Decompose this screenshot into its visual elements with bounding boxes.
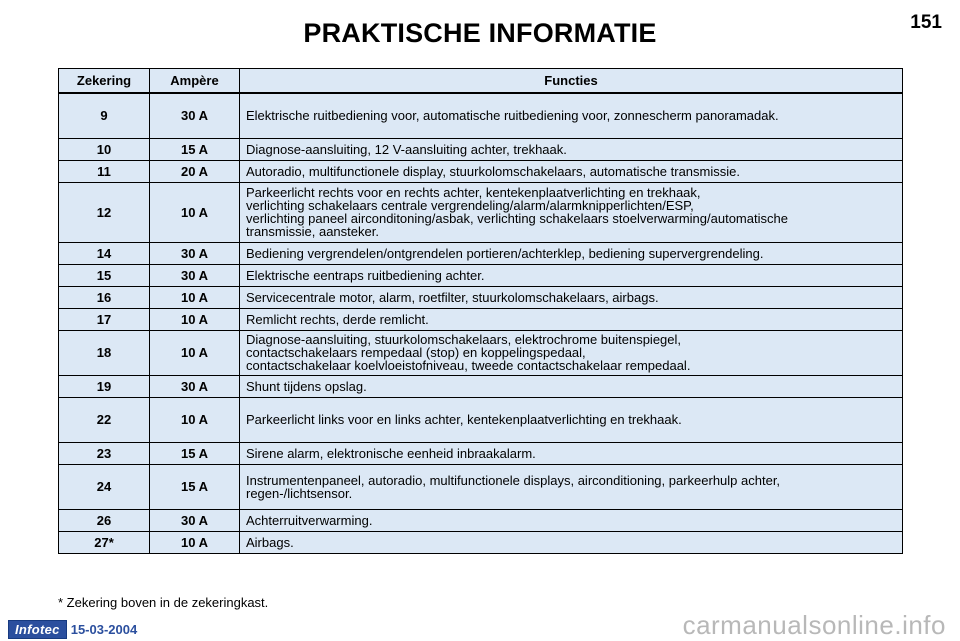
cell-ampere: 10 A — [150, 308, 240, 330]
cell-functies — [240, 397, 903, 442]
cell-ampere: 20 A — [150, 160, 240, 182]
table-row — [59, 93, 903, 138]
table-row — [59, 464, 903, 509]
page-title: PRAKTISCHE INFORMATIE — [303, 18, 657, 48]
cell-functies — [240, 160, 903, 182]
column-header-functies: Functies — [240, 69, 903, 94]
function-line: Sirene alarm, elektronische eenheid inbraakalarm. — [246, 445, 536, 461]
watermark: carmanualsonline.info — [682, 610, 946, 640]
cell-zekering: 23 — [59, 442, 150, 464]
function-line: contactschakelaars rempedaal (stop) en koppelingspedaal, — [246, 345, 586, 360]
cell-functies — [240, 182, 903, 242]
table-row — [59, 242, 903, 264]
cell-zekering: 9 — [59, 93, 150, 138]
cell-ampere: 10 A — [150, 330, 240, 375]
table-row — [59, 375, 903, 397]
cell-functies — [240, 264, 903, 286]
function-line: Remlicht rechts, derde remlicht. — [246, 311, 429, 327]
cell-zekering: 12 — [59, 182, 150, 242]
cell-ampere: 30 A — [150, 93, 240, 138]
function-line: Diagnose-aansluiting, 12 V-aansluiting achter, trekhaak. — [246, 141, 567, 157]
cell-zekering: 24 — [59, 464, 150, 509]
fuse-table-body — [59, 93, 903, 553]
function-line: Elektrische eentraps ruitbediening achter. — [246, 267, 485, 283]
function-line: Autoradio, multifunctionele display, stuurkolomschakelaars, automatische transmissie. — [246, 163, 740, 179]
function-line: verlichting paneel airconditoning/asbak, verlichting schakelaars stoelverwarming/automatische — [246, 211, 788, 226]
cell-zekering: 26 — [59, 509, 150, 531]
cell-zekering: 19 — [59, 375, 150, 397]
cell-zekering: 22 — [59, 397, 150, 442]
function-line: Instrumentenpaneel, autoradio, multifunctionele displays, airconditioning, parkeerhulp achter, — [246, 472, 781, 488]
table-row — [59, 138, 903, 160]
cell-ampere: 10 A — [150, 182, 240, 242]
cell-functies — [240, 138, 903, 160]
function-line: Diagnose-aansluiting, stuurkolomschakelaars, elektrochrome buitenspiegel, — [246, 332, 682, 347]
table-row — [59, 286, 903, 308]
function-line: regen-/lichtsensor. — [246, 485, 353, 501]
cell-ampere: 15 A — [150, 464, 240, 509]
function-line: Elektrische ruitbediening voor, automatische ruitbediening voor, zonnescherm panoramadak. — [246, 108, 779, 124]
function-line: contactschakelaar koelvloeistofniveau, tweede contactschakelaar rempedaal. — [246, 358, 691, 373]
cell-functies — [240, 375, 903, 397]
function-line: transmissie, aansteker. — [246, 224, 379, 239]
function-line: Achterruitverwarming. — [246, 512, 373, 528]
cell-ampere: 30 A — [150, 509, 240, 531]
cell-ampere: 30 A — [150, 242, 240, 264]
table-row — [59, 442, 903, 464]
column-header-ampere: Ampère — [150, 69, 240, 94]
cell-zekering: 15 — [59, 264, 150, 286]
print-date: 15-03-2004 — [70, 622, 138, 637]
cell-functies — [240, 442, 903, 464]
infotec-logo: Infotec — [8, 620, 67, 639]
footer — [8, 620, 137, 639]
table-row — [59, 308, 903, 330]
cell-ampere: 10 A — [150, 286, 240, 308]
function-line: Servicecentrale motor, alarm, roetfilter, stuurkolomschakelaars, airbags. — [246, 289, 659, 305]
cell-ampere: 30 A — [150, 264, 240, 286]
table-row — [59, 397, 903, 442]
function-line: Airbags. — [246, 534, 294, 550]
cell-ampere: 30 A — [150, 375, 240, 397]
cell-zekering: 11 — [59, 160, 150, 182]
cell-zekering: 27* — [59, 531, 150, 553]
cell-functies — [240, 464, 903, 509]
function-line: Parkeerlicht rechts voor en rechts achter, kentekenplaatverlichting en trekhaak, — [246, 185, 701, 200]
cell-functies — [240, 242, 903, 264]
column-header-zekering: Zekering — [59, 69, 150, 94]
cell-functies — [240, 286, 903, 308]
cell-functies — [240, 308, 903, 330]
cell-zekering: 18 — [59, 330, 150, 375]
cell-ampere: 10 A — [150, 397, 240, 442]
footnote: * Zekering boven in de zekeringkast. — [58, 595, 269, 610]
function-line: Bediening vergrendelen/ontgrendelen portieren/achterklep, bediening supervergrendeling. — [246, 245, 764, 261]
table-header-row — [59, 69, 903, 94]
cell-zekering: 14 — [59, 242, 150, 264]
table-row — [59, 531, 903, 553]
function-line: Parkeerlicht links voor en links achter, kentekenplaatverlichting en trekhaak. — [246, 412, 682, 427]
function-line: Shunt tijdens opslag. — [246, 378, 367, 394]
table-row — [59, 509, 903, 531]
cell-functies — [240, 531, 903, 553]
cell-zekering: 17 — [59, 308, 150, 330]
cell-functies — [240, 93, 903, 138]
table-row — [59, 264, 903, 286]
table-row — [59, 160, 903, 182]
cell-ampere: 15 A — [150, 442, 240, 464]
cell-functies — [240, 509, 903, 531]
page-number: 151 — [910, 12, 942, 33]
table-row — [59, 330, 903, 375]
table-row — [59, 182, 903, 242]
cell-ampere: 10 A — [150, 531, 240, 553]
fuse-table — [58, 68, 903, 554]
function-line: verlichting schakelaars centrale vergrendeling/alarm/alarmknipperlichten/ESP, — [246, 198, 694, 213]
cell-zekering: 10 — [59, 138, 150, 160]
cell-zekering: 16 — [59, 286, 150, 308]
cell-functies — [240, 330, 903, 375]
cell-ampere: 15 A — [150, 138, 240, 160]
